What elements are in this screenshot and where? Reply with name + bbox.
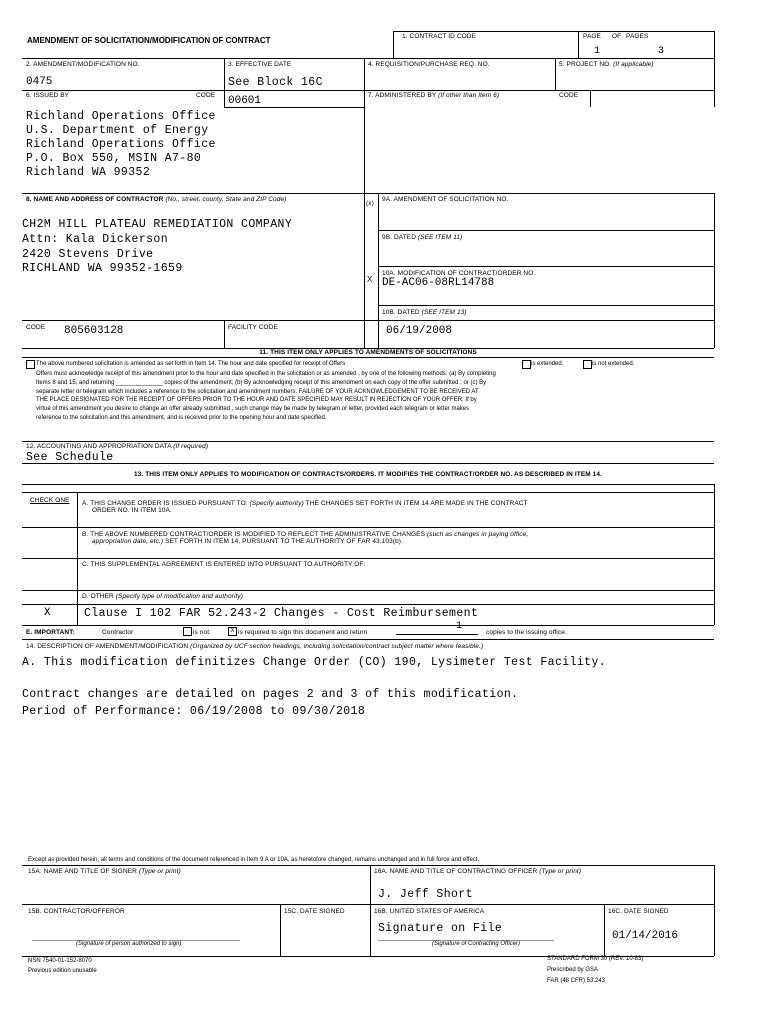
item11-text-line: reference to the solicitation and this amendment, and is received prior to the opening hour and date specified. [36,414,327,421]
extended-checkbox[interactable] [522,360,531,369]
extended-label: is extended. [531,361,564,367]
accounting-value: See Schedule [26,451,114,464]
page-number: 1 [594,46,601,57]
standard-form-label: STANDARD FORM 30 (REV. 10-83) [547,956,644,962]
previous-edition-label: Previous edition unusable [28,968,97,974]
officer-signature-caption: (Signature of Contracting Officer) [432,941,521,947]
page-label: PAGE [583,33,601,40]
description-line: Period of Performance: 06/19/2008 to 09/30/2018 [22,705,366,718]
modification-check-mark[interactable]: X [367,275,373,284]
dated-10b-value: 06/19/2008 [386,325,453,337]
contractor-line: Attn: Kala Dickerson [22,233,169,246]
item11-text-line: Items 8 and 15, and returning ______________ copies of the amendment; (b) By acknowledging receipt of this amendment on each copy of the offer submitted ; or (c) By [36,379,487,386]
signer-signature-caption: (Signature of person authorized to sign) [76,941,182,947]
accounting-label: 12. ACCOUNTING AND APPROPRIATION DATA (If required) [26,443,209,450]
issuer-line: Richland Operations Office [26,110,216,123]
form-title: AMENDMENT OF SOLICITATION/MODIFICATION OF CONTRACT [27,36,271,45]
nsn-label: NSN 7540-01-152-8070 [28,958,92,964]
officer-date-signed-value: 01/14/2016 [612,930,679,942]
officer-date-signed-label: 16C. DATE SIGNED [608,908,669,915]
modification-contract-label: 10A. MODIFICATION OF CONTRACT/ORDER NO. [382,270,536,277]
issuer-line: U.S. Department of Energy [26,124,209,137]
far-reference-label: FAR (48 CFR) 53.243 [547,978,606,984]
item13a-line2: ORDER NO. IN ITEM 10A. [92,507,172,514]
item13d-line: D. OTHER (Specify type of modification and authority) [82,593,244,600]
item11-line1: The above numbered solicitation is amended as set forth in Item 14. The hour and date specified for receipt of Offers [36,361,346,367]
is-not-checkbox[interactable] [183,627,192,636]
check-one-label: CHECK ONE [30,497,70,504]
issuer-line: Richland Operations Office [26,138,216,151]
amended-checkbox[interactable] [26,360,35,369]
description-label: 14. DESCRIPTION OF AMENDMENT/MODIFICATION (Organized by UCF section headings, including solicitation/contract subject matter where feasible.) [26,643,484,650]
item11-text-line: separate letter or telegram which includes a reference to the solicitation and amendment numbers. FAILURE OF YOUR ACKNOWLEDGEMENT TO BE RECEIVED AT [36,388,479,395]
item13b-line2: appropriation date, etc.) SET FORTH IN ITEM 14, PURSUANT TO THE AUTHORITY OF FAR 43.103(b). [92,538,403,545]
modification-contract-value: DE-AC06-08RL14788 [382,277,495,289]
item13d-check-mark[interactable]: X [44,607,51,619]
item13-heading: 13. THIS ITEM ONLY APPLIES TO MODIFICATION OF CONTRACTS/ORDERS. IT MODIFIES THE CONTRACT/ORDER NO. AS DESCRIBED IN ITEM 14. [133,471,603,478]
officer-name-value: J. Jeff Short [378,888,473,901]
project-no-label: 5. PROJECT NO. (If applicable) [559,61,654,68]
copies-label: copies to the issuing office. [486,629,567,636]
copies-underline [396,634,478,635]
officer-name-label: 16A. NAME AND TITLE OF CONTRACTING OFFICER (Type or print) [374,868,582,875]
administered-by-label: 7. ADMINISTERED BY (If other than Item 6) [368,92,500,99]
contractor-offeror-label: 15B. CONTRACTOR/OFFEROR [28,908,125,915]
except-line: Except as provided herein, all terms and conditions of the document referenced in Item 9 A or 10A, as heretofore changed, remains unchanged and in full force and effect. [28,857,480,863]
of-label: OF [612,33,622,40]
contractor-line: RICHLAND WA 99352-1659 [22,262,183,275]
effective-date-value: See Block 16C [228,76,323,89]
requisition-label: 4. REQUISITION/PURCHASE REQ. NO. [368,61,490,68]
not-extended-checkbox[interactable] [583,360,592,369]
issued-code-value: 00601 [228,95,262,107]
important-label: E. IMPORTANT: [26,629,75,636]
pages-total: 3 [658,46,665,57]
contractor-label: 8. NAME AND ADDRESS OF CONTRACTOR (No., street, county, State and ZIP Code) [26,196,287,203]
dated-10b-label: 10B. DATED (SEE ITEM 13) [382,309,467,316]
item13b-line1: B. THE ABOVE NUMBERED CONTRACT/ORDER IS MODIFIED TO REFLECT THE ADMINISTRATIVE CHANGES (such as changes in paying office, [82,531,529,538]
dated-9b-label: 9B. DATED (SEE ITEM 11) [382,234,463,241]
amendment-no-label: 2. AMENDMENT/MODIFICATION NO. [26,61,140,68]
contractor-code-label: CODE [26,324,46,331]
admin-code-label: CODE [559,92,579,99]
issuer-line: P.O. Box 550, MSIN A7-80 [26,152,202,165]
is-not-label: is not. [193,629,212,636]
issued-by-label: 6. ISSUED BY [26,92,70,99]
amendment-no-value: 0475 [26,76,53,88]
contractor-line: CH2M HILL PLATEAU REMEDIATION COMPANY [22,218,293,231]
item11-heading: 11. THIS ITEM ONLY APPLIES TO AMENDMENTS OF SOLICITATIONS [259,349,477,356]
is-required-label: is required to sign this document and return [238,629,368,636]
not-extended-label: is not extended. [592,361,635,367]
item11-text-line: virtue of this amendment you desire to change an offer already submitted , such change may be made by telegram or letter, provided each telegram or letter makes [36,406,470,413]
contract-id-label: 1. CONTRACT ID CODE [402,33,477,40]
description-line: Contract changes are detailed on pages 2 and 3 of this modification. [22,688,519,701]
item13a-line1: A. THIS CHANGE ORDER IS ISSUED PURSUANT TO: (Specify authority) THE CHANGES SET FORTH IN ITEM 14 ARE MADE IN THE CONTRACT [82,500,528,507]
issuer-line: Richland WA 99352 [26,166,151,179]
is-required-checkbox[interactable]: X [228,627,237,636]
effective-date-label: 3. EFFECTIVE DATE [228,61,292,68]
item11-text-line: Offers must acknowledge receipt of this amendment prior to the hour and date specified in the solicitation or as amended , by one of the following methods: (a) By completing [36,371,496,377]
signer-name-label: 15A. NAME AND TITLE OF SIGNER (Type or print) [28,868,181,875]
item13c-line: C. THIS SUPPLEMENTAL AGREEMENT IS ENTERED INTO PURSUANT TO AUTHORITY OF: [82,561,366,568]
contractor-code-value: 805603128 [64,325,124,337]
contractor-date-signed-label: 15C. DATE SIGNED [284,908,345,915]
officer-signature-value: Signature on File [378,922,503,935]
item11-instructions [36,370,716,423]
copies-value: 1 [456,621,463,632]
contractor-word: Contractor [102,629,134,636]
issued-code-label: CODE [196,92,216,99]
prescribed-by-label: Prescribed by GSA [547,967,599,973]
item11-text-line: THE PLACE DESIGNATED FOR THE RECEIPT OF OFFERS PRIOR TO THE HOUR AND DATE SPECIFIED MAY RESULT IN REJECTION OF YOUR OFFER. If by [36,397,477,404]
contractor-line: 2420 Stevens Drive [22,248,154,261]
x-column-label: (x) [366,200,374,207]
amendment-solicitation-label: 9A. AMENDMENT OF SOLICITATION NO. [382,196,509,203]
facility-code-label: FACILITY CODE [228,324,278,331]
usa-label: 16B. UNITED STATES OF AMERICA [374,908,485,915]
pages-label: PAGES [626,33,649,40]
item13d-authority-value: Clause I 102 FAR 52.243-2 Changes - Cost Reimbursement [84,607,479,620]
description-line: A. This modification definitizes Change Order (CO) 190, Lysimeter Test Facility. [22,656,607,669]
